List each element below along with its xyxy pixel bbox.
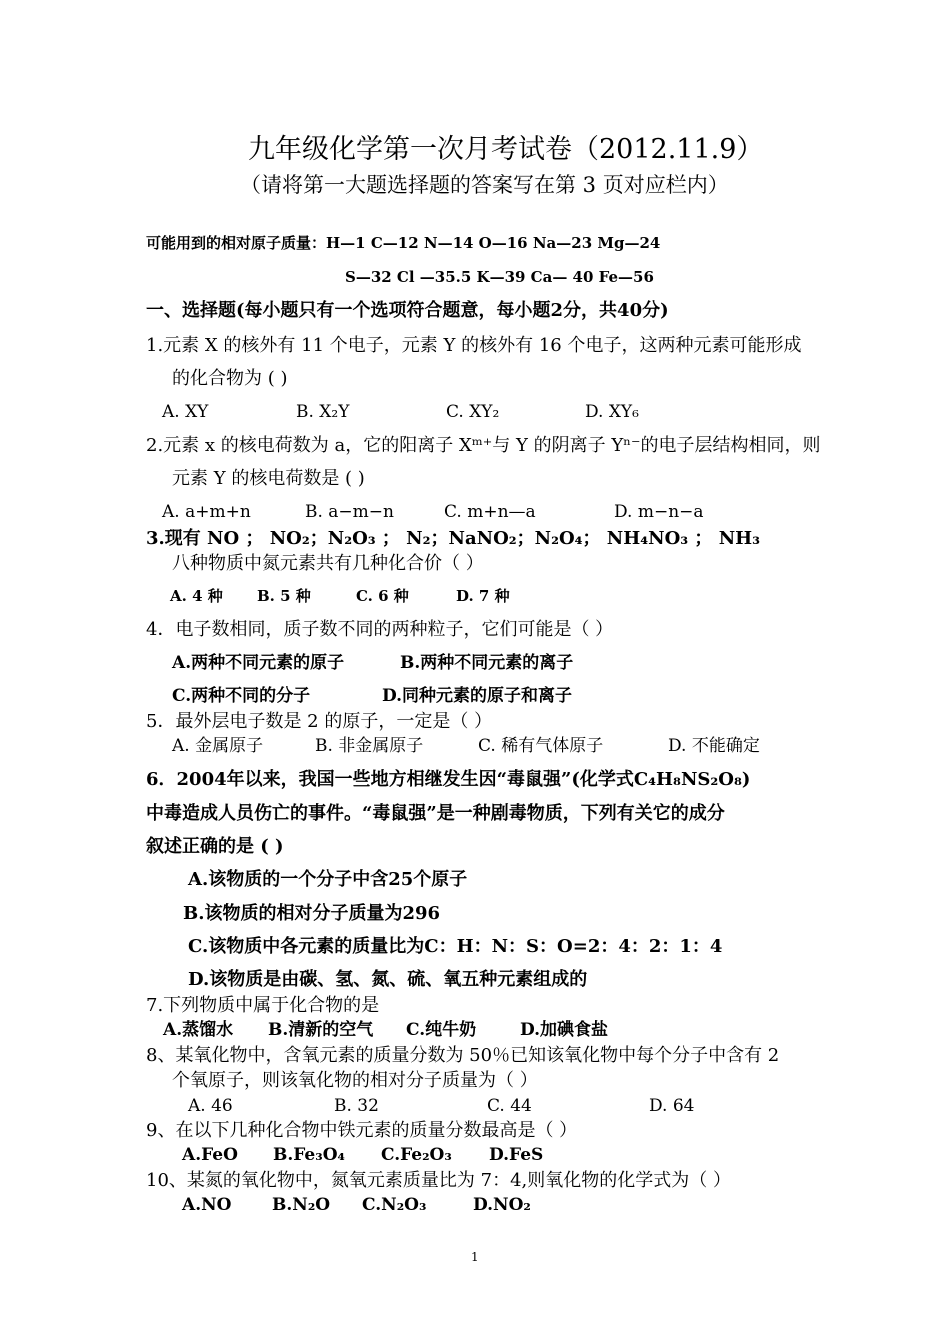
atomic-masses-line1: 可能用到的相对原子质量：H—1 C—12 N—14 O—16 Na—23 Mg—24 [146,234,661,252]
question-6-text: 6．2004年以来，我国一些地方相继发生因“毒鼠强”(化学式C₄H₈NS₂O₈) [146,769,751,790]
question-4-option-a: A.两种不同元素的原子 [172,653,345,673]
atomic-masses-line2: S—32 Cl —35.5 K—39 Ca— 40 Fe—56 [345,268,654,286]
question-1-option-b: B. X₂Y [296,402,350,422]
question-9-option-a: A.FeO [182,1145,238,1165]
question-3-text: 3.现有 NO ； NO₂；N₂O₃ ； N₂；NaNO₂；N₂O₄； NH₄NO₃ ； NH₃ [146,528,761,549]
question-8-text: 8、某氧化物中，含氧元素的质量分数为 50％已知该氧化物中每个分子中含有 2 [146,1045,780,1066]
question-4-text: 4．电子数相同，质子数不同的两种粒子，它们可能是（ ） [146,619,614,640]
page-subtitle: （请将第一大题选择题的答案写在第 3 页对应栏内） [240,173,729,197]
question-3-option-d: D. 7 种 [456,587,510,605]
question-1-text: 1.元素 X 的核外有 11 个电子，元素 Y 的核外有 16 个电子，这两种元素可能形成 [146,335,802,356]
question-9-option-d: D.FeS [489,1145,544,1165]
question-9-option-b: B.Fe₃O₄ [273,1145,345,1165]
question-7-text: 7.下列物质中属于化合物的是 [146,995,380,1016]
question-10-option-b: B.N₂O [272,1195,331,1215]
question-4-option-c: C.两种不同的分子 [172,686,311,706]
question-6-text-cont: 中毒造成人员伤亡的事件。“毒鼠强”是一种剧毒物质，下列有关它的成分 [146,803,725,824]
question-3-text-cont: 八种物质中氮元素共有几种化合价（ ） [172,553,484,574]
question-3-option-b: B. 5 种 [257,587,311,605]
question-3-option-a: A. 4 种 [170,587,223,605]
question-6-option-a: A.该物质的一个分子中含25个原子 [188,869,468,890]
question-5-text: 5．最外层电子数是 2 的原子，一定是（ ） [146,711,493,732]
question-6-option-b: B.该物质的相对分子质量为296 [183,903,441,924]
page-number: 1 [471,1250,479,1264]
question-5-option-b: B. 非金属原子 [315,736,424,756]
question-7-option-a: A.蒸馏水 [163,1020,234,1040]
question-4-option-d: D.同种元素的原子和离子 [382,686,573,706]
question-2-option-d: D. m−n−a [614,502,704,522]
question-5-option-a: A. 金属原子 [172,736,264,756]
question-2-text-cont: 元素 Y 的核电荷数是 ( ) [172,468,365,489]
question-5-option-c: C. 稀有气体原子 [478,736,604,756]
question-3-option-c: C. 6 种 [356,587,409,605]
question-6-option-d: D.该物质是由碳、氢、氮、硫、氧五种元素组成的 [188,969,588,990]
question-9-text: 9、在以下几种化合物中铁元素的质量分数最高是（ ） [146,1120,578,1141]
question-8-option-a: A. 46 [188,1096,233,1116]
question-7-option-c: C.纯牛奶 [406,1020,477,1040]
question-8-option-b: B. 32 [334,1096,379,1116]
question-2-text: 2.元素 x 的核电荷数为 a，它的阳离子 Xᵐ⁺与 Y 的阴离子 Yⁿ⁻的电子层结构相同，则 [146,435,821,456]
question-10-option-c: C.N₂O₃ [362,1195,427,1215]
question-10-option-d: D.NO₂ [473,1195,531,1215]
question-10-option-a: A.NO [182,1195,232,1215]
question-2-option-b: B. a−m−n [305,502,394,522]
question-2-option-c: C. m+n—a [444,502,536,522]
question-6-option-c: C.该物质中各元素的质量比为C：H：N：S：O=2：4：2：1：4 [188,936,723,957]
question-1-text-cont: 的化合物为 ( ) [172,368,288,389]
question-1-option-a: A. XY [162,402,209,422]
question-8-option-d: D. 64 [649,1096,695,1116]
question-7-option-d: D.加碘食盐 [520,1020,609,1040]
question-8-option-c: C. 44 [487,1096,532,1116]
question-1-option-c: C. XY₂ [446,402,500,422]
question-5-option-d: D. 不能确定 [668,736,760,756]
section-heading: 一、选择题(每小题只有一个选项符合题意，每小题2分，共40分) [146,300,669,321]
page-title: 九年级化学第一次月考试卷（2012.11.9） [248,134,764,165]
question-6-text-cont2: 叙述正确的是 ( ) [146,836,284,857]
question-1-option-d: D. XY₆ [585,402,639,422]
question-8-text-cont: 个氧原子，则该氧化物的相对分子质量为（ ） [172,1070,538,1091]
question-10-text: 10、某氮的氧化物中，氮氧元素质量比为 7：4,则氧化物的化学式为（ ） [146,1170,731,1191]
question-2-option-a: A. a+m+n [162,502,251,522]
question-4-option-b: B.两种不同元素的离子 [400,653,574,673]
question-7-option-b: B.清新的空气 [268,1020,374,1040]
question-9-option-c: C.Fe₂O₃ [381,1145,452,1165]
